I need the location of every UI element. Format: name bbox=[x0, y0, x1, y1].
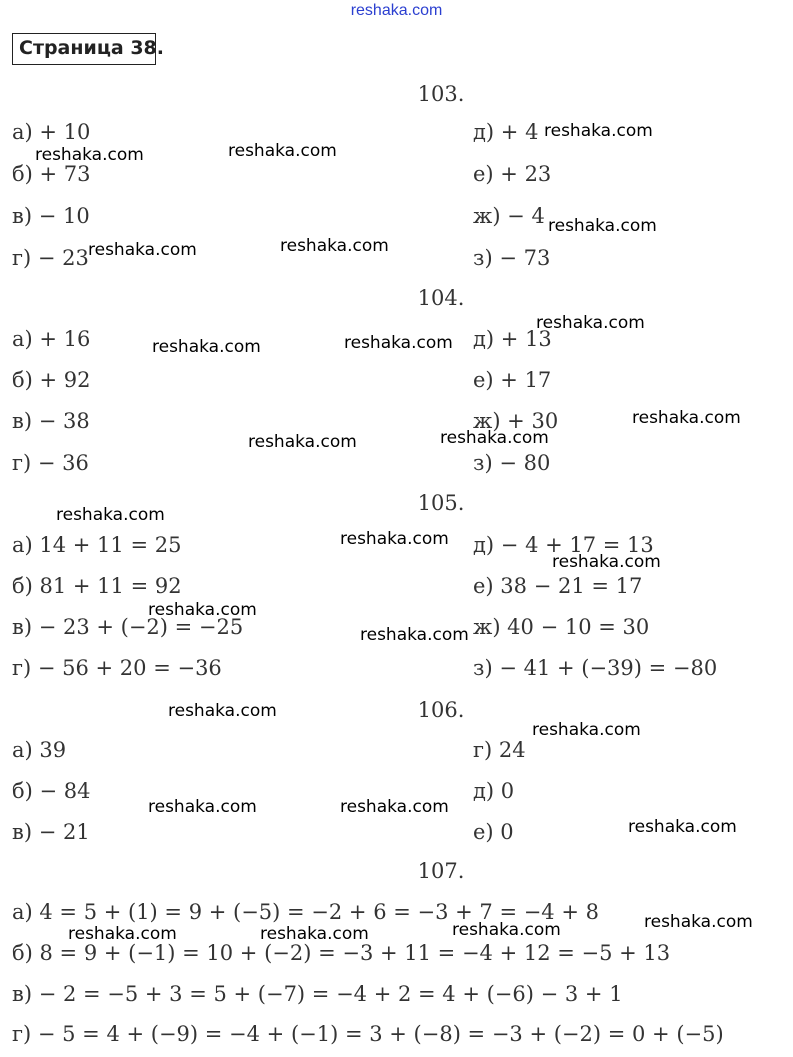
answer-item: б) + 73 bbox=[12, 162, 91, 186]
answer-item: ж) 40 − 10 = 30 bbox=[473, 615, 650, 639]
answer-item: г) 24 bbox=[473, 738, 526, 762]
watermark: reshaka.com bbox=[340, 529, 449, 549]
answer-item: з) − 80 bbox=[473, 451, 551, 475]
answer-item: б) + 92 bbox=[12, 368, 91, 392]
answer-item: в) − 23 + (−2) = −25 bbox=[12, 615, 244, 639]
watermark: reshaka.com bbox=[248, 432, 357, 452]
answer-item: г) − 23 bbox=[12, 246, 89, 270]
watermark: reshaka.com bbox=[532, 720, 641, 740]
watermark: reshaka.com bbox=[56, 505, 165, 525]
watermark: reshaka.com bbox=[152, 337, 261, 357]
answer-item: е) + 23 bbox=[473, 162, 552, 186]
exercise-number: 106. bbox=[417, 698, 465, 722]
watermark: reshaka.com bbox=[548, 216, 657, 236]
page-label: Страница 38. bbox=[12, 33, 156, 65]
answer-item: д) 0 bbox=[473, 779, 515, 803]
answer-item: б) 8 = 9 + (−1) = 10 + (−2) = −3 + 11 = −4 + 12 = −5 + 13 bbox=[12, 941, 671, 965]
watermark: reshaka.com bbox=[536, 313, 645, 333]
answer-item: г) − 56 + 20 = −36 bbox=[12, 656, 222, 680]
watermark: reshaka.com bbox=[628, 817, 737, 837]
watermark: reshaka.com bbox=[68, 924, 177, 944]
answer-item: в) − 21 bbox=[12, 820, 90, 844]
watermark: reshaka.com bbox=[552, 552, 661, 572]
answer-item: е) + 17 bbox=[473, 368, 552, 392]
watermark: reshaka.com bbox=[260, 924, 369, 944]
answer-item: б) 81 + 11 = 92 bbox=[12, 574, 182, 598]
watermark: reshaka.com bbox=[440, 428, 549, 448]
watermark: reshaka.com bbox=[35, 145, 144, 165]
watermark: reshaka.com bbox=[360, 625, 469, 645]
answer-item: ж) − 4 bbox=[473, 204, 545, 228]
answer-item: з) − 73 bbox=[473, 246, 551, 270]
answer-item: е) 0 bbox=[473, 820, 514, 844]
watermark: reshaka.com bbox=[644, 912, 753, 932]
answer-item: д) − 4 + 17 = 13 bbox=[473, 533, 654, 557]
answer-item: д) + 13 bbox=[473, 327, 552, 351]
answer-item: в) − 10 bbox=[12, 204, 90, 228]
answer-item: а) + 10 bbox=[12, 120, 91, 144]
answer-item: г) − 5 = 4 + (−9) = −4 + (−1) = 3 + (−8) = −3 + (−2) = 0 + (−5) bbox=[12, 1022, 724, 1046]
watermark: reshaka.com bbox=[88, 240, 197, 260]
answer-item: а) 39 bbox=[12, 738, 67, 762]
answer-item: ж) + 30 bbox=[473, 409, 559, 433]
exercise-number: 105. bbox=[417, 491, 465, 515]
watermark: reshaka.com bbox=[452, 920, 561, 940]
answer-item: а) + 16 bbox=[12, 327, 91, 351]
answer-item: е) 38 − 21 = 17 bbox=[473, 574, 643, 598]
site-header-link[interactable]: reshaka.com bbox=[350, 2, 443, 19]
answer-item: в) − 2 = −5 + 3 = 5 + (−7) = −4 + 2 = 4 + (−6) − 3 + 1 bbox=[12, 982, 623, 1006]
exercise-number: 104. bbox=[417, 286, 465, 310]
answer-item: а) 4 = 5 + (1) = 9 + (−5) = −2 + 6 = −3 + 7 = −4 + 8 bbox=[12, 900, 599, 924]
answer-item: в) − 38 bbox=[12, 409, 90, 433]
watermark: reshaka.com bbox=[168, 701, 277, 721]
answer-item: з) − 41 + (−39) = −80 bbox=[473, 656, 718, 680]
watermark: reshaka.com bbox=[544, 121, 653, 141]
watermark: reshaka.com bbox=[148, 600, 257, 620]
answer-item: а) 14 + 11 = 25 bbox=[12, 533, 182, 557]
exercise-number: 107. bbox=[417, 859, 465, 883]
watermark: reshaka.com bbox=[280, 236, 389, 256]
exercise-number: 103. bbox=[417, 82, 465, 106]
watermark: reshaka.com bbox=[340, 797, 449, 817]
answer-item: б) − 84 bbox=[12, 779, 91, 803]
watermark: reshaka.com bbox=[344, 333, 453, 353]
answer-item: д) + 4 bbox=[473, 120, 539, 144]
watermark: reshaka.com bbox=[632, 408, 741, 428]
watermark: reshaka.com bbox=[228, 141, 337, 161]
answer-item: г) − 36 bbox=[12, 451, 89, 475]
watermark: reshaka.com bbox=[148, 797, 257, 817]
